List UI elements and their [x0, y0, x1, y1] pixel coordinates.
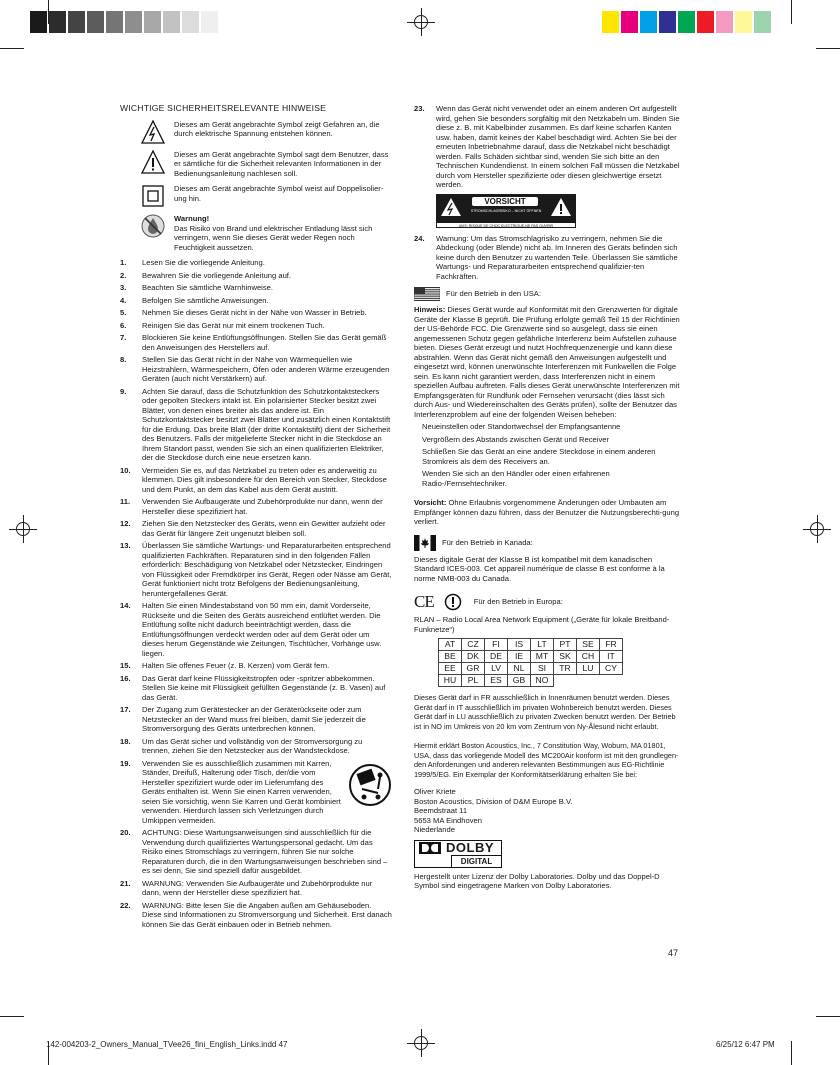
list-item: Schließen Sie das Gerät an eine andere Steckdose in einem anderen Stromkreis als dem des Receivers an. [422, 447, 656, 466]
ce-mark: CE [414, 592, 434, 612]
item-text: Verwenden Sie es ausschließlich zusammen mit Karren, Ständer, Dreifuß, Halterung oder Tisch, der/die vom Hersteller spezifiziert wurde oder im Lieferumfang des Geräts enthalten ist. Wenn Sie einen Karren verwenden, seien Sie vorsichtig, wenn Sie Karren und Gerät kombiniert verwenden. Hierdurch lassen sich Verletzungen durch Umkippen vermeiden. [142, 758, 341, 825]
country-cell [577, 675, 600, 687]
address-line: Oliver Kriete [414, 787, 456, 796]
lightning-triangle-icon [440, 197, 462, 217]
list-item [120, 705, 392, 734]
item-text: Halten Sie einen Mindestabstand von 50 mm ein, damit Vorderseite, Rückseite und die Seiten des Geräts ausreichend entlüftet werden. Die Entlüftung sollte nicht dadurch beeinträchtigt werden, dass die Entlüftungsöffnungen verdeckt werden oder auf dem Gerät oder um dieses herum Gegenstände wie Zeitungen, Tischtücher, Vorhänge usw. liegen. [142, 601, 382, 658]
color-swatch [773, 11, 790, 33]
canada-heading [414, 535, 682, 551]
color-swatch [754, 11, 771, 33]
no-water-icon [141, 214, 165, 238]
item-number: 20. [120, 828, 131, 837]
cart-tip-over-icon [348, 759, 392, 826]
safety-list [120, 258, 392, 929]
country-cell: CZ [462, 639, 485, 651]
country-cell: IE [508, 651, 531, 663]
right-column [414, 104, 682, 893]
country-cell [600, 675, 623, 687]
country-cell: FI [485, 639, 508, 651]
table-row [439, 675, 623, 687]
country-cell: LV [485, 663, 508, 675]
canada-label: Für den Betrieb in Kanada: [442, 537, 533, 547]
table-row [439, 663, 623, 675]
warning-title: Warnung! [174, 214, 210, 223]
symbol-text: Dieses am Gerät angebrachte Symbol sagt dem Benutzer, dass er sämtliche für die Sicherheit relevanten Informationen in der Bedienungsanleitung nachlesen soll. [174, 149, 389, 178]
item-text: Überlassen Sie sämtliche Wartungs- und Reparaturarbeiten entsprechend qualifizierten Fachkräften. Reparaturen sind in den folgenden Fällen erforderlich: Beschädigung von Netzkabel oder Netzstecker, Eindringen von Flüssigkeit oder Fremdkörper ins Gerät, Regen oder Nässe am Gerät, Gerät funktioniert nicht trotz Befolgens der Bedienungsanleitung, heruntergefallenes Gerät. [142, 541, 392, 598]
restrictions-text: Dieses Gerät darf in FR ausschließlich in Innenräumen benutzt werden. Dieses Gerät darf in IT ausschließlich im privaten Wohnbereich benutzt werden. Dieses Gerät darf in LU ausschließlich zu privaten Zwecken benutzt werden. Der Betrieb ist in NO im Umkreis von 20 km vom Zentrum von Ny-Ålesund nicht erlaubt. [414, 693, 676, 731]
country-cell: GR [462, 663, 485, 675]
address-line: 5653 MA Eindhoven [414, 815, 482, 825]
item-text: WARNUNG: Verwenden Sie Aufbaugeräte und Zubehörprodukte nur dann, wenn der Hersteller diese spezifiziert hat. [142, 878, 373, 897]
item-number: 13. [120, 541, 131, 550]
list-item [120, 333, 392, 352]
usa-heading [414, 287, 682, 301]
list-item [120, 661, 392, 671]
list-item [120, 321, 392, 331]
usa-flag-icon [414, 287, 440, 301]
color-swatch [106, 11, 123, 33]
vorsicht-subtitle: STROMSCHLAGRISIKO – NICHT ÖFFNEN [470, 208, 542, 213]
item-text: Das Gerät darf keine Flüssigkeitstropfen oder -spritzer abbekommen. Stellen Sie keine mit Flüssigkeit gefüllten Gegenstände (z. B. Vasen) auf das Gerät. [142, 673, 386, 702]
list-item [120, 283, 392, 293]
list-item [120, 901, 392, 930]
item-number: 15. [120, 661, 131, 670]
color-swatch [182, 11, 199, 33]
dolby-text: Hergestellt unter Lizenz der Dolby Laboratories. Dolby und das Doppel-D Symbol sind eingetragene Marken von Dolby Laboratories. [414, 871, 660, 890]
list-item [120, 258, 392, 268]
list-item [120, 541, 392, 598]
country-cell: IS [508, 639, 531, 651]
item-number: 7. [120, 333, 127, 342]
section-title: WICHTIGE SICHERHEITSRELEVANTE HINWEISE [120, 103, 327, 113]
country-cell: NL [508, 663, 531, 675]
country-cell: FR [600, 639, 623, 651]
item-text: Der Zugang zum Gerätestecker an der Geräterückseite oder zum Netzstecker an der Wand muss frei bleiben, damit Sie jederzeit die Stromversorgung des Geräts unterbrechen können. [142, 705, 366, 733]
crop-mark [791, 0, 792, 24]
warning-row [120, 214, 392, 252]
list-item [120, 296, 392, 306]
europe-label: Für den Betrieb in Europa: [473, 597, 563, 607]
crop-mark [816, 48, 840, 49]
color-swatch [678, 11, 695, 33]
dolby-digital-logo [414, 840, 502, 868]
crop-mark [791, 1041, 792, 1065]
dolby-digital-word: DIGITAL [451, 855, 501, 867]
country-cell: TR [554, 663, 577, 675]
item-text: Vermeiden Sie es, auf das Netzkabel zu treten oder es anderweitig zu klemmen. Dies gilt insbesondere für den Bereich von Stecker, Steckdose und dem Punkt, an dem das Kabel aus dem Gerät austritt. [142, 465, 387, 494]
item-text: Warnung: Um das Stromschlagrisiko zu verringern, nehmen Sie die Abdeckung (oder Blende) nicht ab. Im Inneren des Geräts befinden sich keine durch den Benutzer zu wartenden Teile. Überlassen Sie sämtliche Wartungs- und Reparaturarbeiten entsprechend qualifizier-ten Fachkräften. [436, 233, 678, 281]
item-text: Nehmen Sie dieses Gerät nicht in der Nähe von Wasser in Betrieb. [142, 308, 367, 317]
item-text: Bewahren Sie die vorliegende Anleitung auf. [142, 270, 292, 280]
address-block [414, 787, 682, 835]
country-cell: ES [485, 675, 508, 687]
list-item [120, 759, 392, 826]
safety-list-continued [414, 104, 682, 190]
item-text: Wenn das Gerät nicht verwendet oder an einem anderen Ort aufgestellt wird, gehen Sie besonders sorgfältig mit den Netzkabeln um. Binden Sie diese z. B. mit Kabelbinder zusammen. Es darf keine scharfen Kanten usw. haben, damit keines der Kabel beschädigt wird. Achten Sie bei der erneuten Inbetriebnahme darauf, dass die Netzkabel nicht beschädigt werden. Falls Schäden sichtbar sind, wenden Sie sich bitte an den Technischen Kundendienst. In einem solchen Fall müssen die Netzkabel durch vom Hersteller spezifizierte oder diesen gleichwertige ersetzt werden. [436, 104, 680, 189]
list-item [414, 234, 682, 282]
country-cell: CH [577, 651, 600, 663]
color-swatch [49, 11, 66, 33]
page-number: 47 [668, 948, 679, 958]
color-swatch [125, 11, 142, 33]
list-item [120, 497, 392, 516]
item-number: 19. [120, 758, 131, 768]
item-text: Halten Sie offenes Feuer (z. B. Kerzen) vom Gerät fern. [142, 661, 330, 670]
safety-list-continued [414, 234, 682, 282]
item-text: Blockieren Sie keine Entlüftungsöffnungen. Stellen Sie das Gerät gemäß den Anweisungen des Herstellers auf. [142, 333, 387, 352]
address-line: Boston Acoustics, Division of D&M Europe B.V. [414, 796, 573, 806]
item-text: WARNUNG: Bitte lesen Sie die Angaben außen am Gehäuseboden. Diese sind Informationen zu Stromversorgung und Sicherheit. Erst danach können Sie das Gerät einbauen oder in Betrieb nehmen. [142, 900, 392, 929]
exclamation-triangle-icon [550, 197, 572, 217]
color-swatch [602, 11, 619, 33]
item-text: Beachten Sie sämtliche Warnhinweise. [142, 283, 273, 292]
list-item [120, 466, 392, 495]
country-cell: GB [508, 675, 531, 687]
list-item [120, 271, 392, 281]
symbol-lightning-row [120, 120, 392, 144]
country-cell: LU [577, 663, 600, 675]
country-cell: BE [439, 651, 462, 663]
list-item [120, 674, 392, 703]
item-number: 18. [120, 736, 131, 746]
color-swatch [68, 11, 85, 33]
list-item [414, 104, 682, 190]
item-number: 9. [120, 386, 127, 396]
country-cell: LT [531, 639, 554, 651]
item-number: 11. [120, 497, 131, 506]
symbol-text: Dieses am Gerät angebrachte Symbol weist auf Doppelisolier-ung hin. [174, 184, 384, 203]
list-item: Neueinstellen oder Standortwechsel der Empfangsantenne [422, 422, 621, 431]
fcc-remedies [414, 422, 682, 488]
item-text: Lesen Sie die vorliegende Anleitung. [142, 258, 265, 267]
symbol-double-insulation-row [120, 184, 392, 208]
canada-flag-icon [414, 535, 436, 551]
item-text: Achten Sie darauf, dass die Schutzfunktion des Schutzkontaktsteckers oder gepolten Steckers intakt ist. Ein polarisierter Stecker besitzt zwei Blätter, von denen eines breiter als das andere ist. Ein Schutzkontaktstecker besitzt zwei Blätter und zusätzlich einen Kontaktstift für die Erdung. Das breite Blatt (der dritte Kontaktstift) dient der Sicherheit des Benutzers. Falls der mitgelieferte Stecker nicht in die Steckdose an Ihrem Standort passt, wenden Sie sich an einen qualifizierten Elektriker, der die Steckdose durch eine neue ersetzen kann. [142, 386, 391, 462]
list-item [120, 879, 392, 898]
double-d-icon [419, 842, 441, 854]
symbol-exclamation-row [120, 150, 392, 179]
color-swatch [640, 11, 657, 33]
address-line: Niederlande [414, 825, 455, 834]
left-column [120, 104, 392, 932]
registration-mark-right [808, 520, 826, 538]
crop-mark [0, 1016, 24, 1017]
country-cell: AT [439, 639, 462, 651]
color-swatch [87, 11, 104, 33]
list-item: Vergrößern des Abstands zwischen Gerät und Receiver [422, 434, 609, 444]
list-item [120, 308, 392, 318]
list-item [120, 387, 392, 463]
vorsicht-notice-label: Vorsicht: [414, 498, 447, 507]
canada-text: Dieses digitale Gerät der Klasse B ist kompatibel mit dem kanadischen Standard ICES-003. Cet appareil numérique de classe B est conforme à la norme NMB-003 du Canada. [414, 554, 665, 583]
warning-text: Das Risiko von Brand und elektrischer Entladung lässt sich verringern, wenn Sie dieses Gerät weder Regen noch Feuchtigkeit aussetzen. [174, 223, 373, 252]
list-item: Wenden Sie sich an den Händler oder einen erfahrenen Radio-/Fernsehtechniker. [422, 469, 610, 488]
usa-label: Für den Betrieb in den USA: [446, 289, 541, 299]
item-number: 12. [120, 519, 131, 528]
table-row [439, 639, 623, 651]
alert-circle-icon [444, 593, 462, 611]
item-text: Stellen Sie das Gerät nicht in der Nähe von Wärmequellen wie Heizstrahlern, Wärmespeichern, Öfen oder anderen Wärme erzeugenden Geräten (auch nicht Verstärkern) auf. [142, 355, 390, 383]
crop-mark [0, 48, 24, 49]
color-swatch [659, 11, 676, 33]
color-swatch [621, 11, 638, 33]
color-swatch [697, 11, 714, 33]
color-swatch [144, 11, 161, 33]
vorsicht-notice [414, 498, 682, 527]
country-cell: SI [531, 663, 554, 675]
crop-mark [816, 1016, 840, 1017]
item-text: Ziehen Sie den Netzstecker des Geräts, wenn ein Gewitter aufzieht oder das Gerät für längere Zeit ungenutzt bleiben soll. [142, 519, 386, 538]
vorsicht-label [436, 194, 576, 228]
item-text: Befolgen Sie sämtliche Anweisungen. [142, 295, 269, 305]
item-number: 17. [120, 705, 131, 714]
color-swatch [220, 11, 237, 33]
list-item [120, 519, 392, 538]
item-number: 2. [120, 270, 127, 280]
vorsicht-bottom: AVIS: RISQUE DE CHOC ELECTRIQUE-NE PAS OUVRIR [436, 222, 576, 228]
fcc-notice [414, 305, 682, 419]
symbol-text: Dieses am Gerät angebrachte Symbol zeigt Gefahren an, die durch elektrische Spannung entstehen können. [174, 119, 380, 138]
color-swatch [30, 11, 47, 33]
country-cell: PL [462, 675, 485, 687]
item-number: 21. [120, 878, 131, 888]
vorsicht-notice-text: Ohne Erlaubnis vorgenommene Änderungen oder Umbauten am Empfänger können dazu führen, dass der Benutzer die Nutzungsberechti-gung verliert. [414, 498, 680, 526]
country-cell: SK [554, 651, 577, 663]
table-row [439, 651, 623, 663]
slug-filename: 142-004203-2_Owners_Manual_TVee26_fini_English_Links.indd 47 [46, 1040, 288, 1049]
hinweis-text: Dieses Gerät wurde auf Konformität mit den Grenzwerten für digitale Geräte der Klasse B geprüft. Die Prüfung erfolgte gemäß Teil 15 der Richtlinien der US-Behörde FCC. Die Grenzwerte sind so ausgelegt, dass sie einen angemessenen Schutz gegen gefährliche Interferenz beim Aufstellen zuhause bieten. Dieses Gerät erzeugt und nutzt Hochfrequenzenergie und kann diese abstrahlen. Wenn das Gerät nicht gemäß den Anweisungen aufgestellt und eingesetzt wird, können unerwünschte Interferenzen mit Funkwellen die Folge sein. Es kann nicht garantiert werden, dass Interferenzen nicht in einem speziellen Aufbau auftreten. Falls dieses Gerät unerwünschte Interferenzen mit Empfangsgeräten für Rundfunk oder Fernsehen verursacht (dies lässt sich durch Aus- und Wiedereinschalten des Geräts prüfen), sollte der Benutzer das Interferenzproblem auf eine der folgenden Weisen beheben: [414, 305, 680, 419]
europe-heading [414, 593, 682, 611]
country-cell: SE [577, 639, 600, 651]
item-number: 24. [414, 233, 425, 243]
exclamation-triangle-icon [141, 150, 165, 174]
item-number: 5. [120, 308, 127, 317]
list-item [120, 601, 392, 658]
country-cell: EE [439, 663, 462, 675]
item-number: 10. [120, 465, 131, 475]
country-cell: IT [600, 651, 623, 663]
item-number: 23. [414, 104, 425, 113]
item-text: Um das Gerät sicher und vollständig von der Stromversorgung zu trennen, ziehen Sie den Netzstecker aus der Wandsteckdose. [142, 736, 363, 755]
slug-datetime: 6/25/12 6:47 PM [716, 1040, 775, 1049]
printer-color-bar [602, 11, 792, 33]
list-item [120, 828, 392, 876]
list-item [120, 737, 392, 756]
country-cell [554, 675, 577, 687]
item-text: ACHTUNG: Diese Wartungsanweisungen sind ausschließlich für die Verwendung durch qualifiziertes Wartungspersonal gedacht. Um das Risiko eines Stromschlags zu verringern, führen Sie nur solche Reparaturen durch, die in den Wartungsanweisungen beschrieben sind – es sei denn, Sie sind speziell dafür ausgebildet. [142, 828, 388, 875]
color-swatch [163, 11, 180, 33]
country-cell: DK [462, 651, 485, 663]
rlan-text: RLAN – Radio Local Area Network Equipment („Geräte für lokale Breitband-Funknetze“) [414, 615, 670, 634]
country-cell: CY [600, 663, 623, 675]
item-number: 6. [120, 320, 127, 330]
declaration-text: Hiermit erklärt Boston Acoustics, Inc., 7 Constitution Way, Woburn, MA 01801, USA, dass das vorliegende Modell des MC200Air konform ist mit den grundlegen-den Anforderungen und anderen relevanten Bestimmungen aus EG-Richtlinie 1999/5/EG. Ein Exemplar der Konformitätserklärung erhalten Sie bei: [414, 741, 679, 779]
color-swatch [735, 11, 752, 33]
item-text: Reinigen Sie das Gerät nur mit einem trockenen Tuch. [142, 320, 325, 330]
country-cell: PT [554, 639, 577, 651]
item-number: 22. [120, 900, 131, 910]
country-cell: DE [485, 651, 508, 663]
item-number: 16. [120, 673, 131, 683]
vorsicht-title: VORSICHT [472, 197, 538, 207]
printer-grayscale-bar [30, 11, 239, 33]
item-number: 3. [120, 283, 127, 292]
registration-mark-top [412, 13, 430, 31]
item-text: Verwenden Sie Aufbaugeräte und Zubehörprodukte nur dann, wenn der Hersteller diese spezifiziert hat. [142, 497, 383, 516]
item-number: 4. [120, 295, 127, 305]
list-item [120, 355, 392, 384]
registration-mark-bottom [412, 1034, 430, 1052]
country-cell: NO [531, 675, 554, 687]
double-insulation-icon [141, 184, 165, 208]
country-cell: HU [439, 675, 462, 687]
registration-mark-left [14, 520, 32, 538]
country-cell: MT [531, 651, 554, 663]
crop-mark [48, 0, 49, 24]
color-swatch [201, 11, 218, 33]
lightning-triangle-icon [141, 120, 165, 144]
item-number: 8. [120, 355, 127, 364]
item-number: 1. [120, 258, 127, 267]
item-number: 14. [120, 601, 131, 610]
address-line: Beemdstraat 11 [414, 806, 468, 815]
dolby-word: DOLBY [446, 840, 494, 856]
hinweis-label: Hinweis: [414, 305, 446, 314]
country-table [438, 638, 623, 687]
color-swatch [716, 11, 733, 33]
